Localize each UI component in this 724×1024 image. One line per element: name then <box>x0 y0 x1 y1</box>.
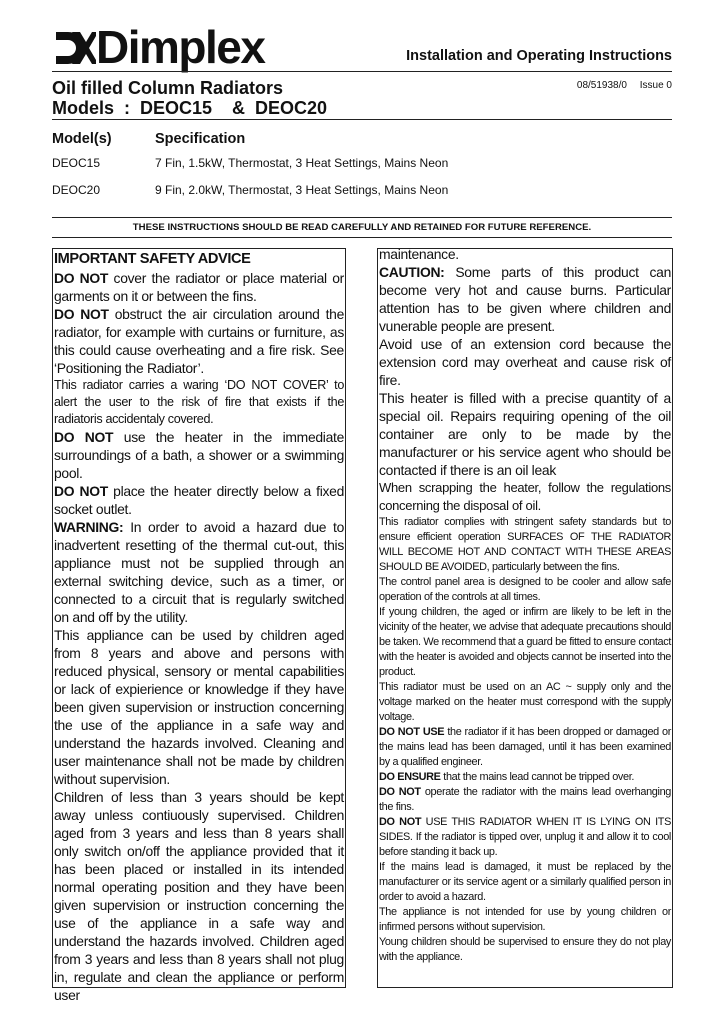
advice-paragraph: This radiator carries a waring ‘DO NOT COVER’ to alert the user to the risk of fire that exists if the radiatoris accidentaly covered. <box>54 378 344 426</box>
advice-paragraph: If the mains lead is damaged, it must be replaced by the manufacturer or its service agent or a similarly qualified person in order to avoid a hazard. <box>379 861 671 903</box>
advice-paragraph: Avoid use of an extension cord because the extension cord may overheat and cause risk of fire. <box>379 336 671 388</box>
advice-paragraph <box>379 815 671 860</box>
spec-header-specification: Specification <box>155 131 246 147</box>
dimplex-logo-mark-icon <box>52 28 96 68</box>
brand-name: Dimplex <box>96 21 265 73</box>
product-title: Oil filled Column Radiators <box>52 78 284 98</box>
advice-paragraph <box>379 725 671 770</box>
advice-paragraph: This appliance can be used by children aged from 8 years and above and persons with reduced physical, sensory or mental capabilities or lack of expierience or knowledge if they have been given supervision or instruction concerning the use of the appliance in a safe way and understand the hazards involved. Cleaning and user maintenance shall not be made by children without supervision. <box>54 627 344 787</box>
advice-text: use the heater in the immediate surroundings of a bath, a shower or a swimming pool. <box>54 429 344 481</box>
dimplex-logo <box>52 21 282 73</box>
advice-text: operate the radiator with the mains lead overhanging the fins. <box>379 786 671 813</box>
advice-paragraph: This radiator must be used on an AC ~ supply only and the voltage marked on the heater must correspond with the supply voltage. <box>379 681 671 723</box>
notice-rule-top <box>52 217 672 218</box>
safety-advice-left-column <box>52 248 346 1003</box>
advice-lead: DO NOT <box>54 270 109 286</box>
advice-paragraph: The control panel area is designed to be cooler and allow safe operation of the controls at all times. <box>379 576 671 603</box>
advice-paragraph <box>379 785 671 815</box>
header-rule <box>52 71 672 72</box>
spec-header-model: Model(s) <box>52 131 112 147</box>
advice-text: cover the radiator or place material or garments on it or between the fins. <box>54 270 344 304</box>
advice-paragraph <box>54 269 344 305</box>
advice-lead: DO NOT <box>54 306 109 322</box>
issue-number: Issue 0 <box>639 80 672 91</box>
document-type-title: Installation and Operating Instructions <box>406 48 672 64</box>
advice-paragraph: Children of less than 3 years should be kept away unless contiuously supervised. Children aged from 3 years and less than 8 years shall only switch on/off the appliance provided that it has been placed or installed in its intended normal operating position and they have been given supervision or instruction concerning the use of the appliance in a safe way and understand the hazards involved. Children aged from 3 years and less than 8 years shall not plug in, regulate and clean the appliance or perform user <box>54 789 344 1003</box>
spec-row-spec: 9 Fin, 2.0kW, Thermostat, 3 Heat Settings, Mains Neon <box>155 183 449 197</box>
advice-paragraph <box>54 428 344 482</box>
advice-lead: DO NOT <box>54 429 114 445</box>
advice-paragraph: Young children should be supervised to ensure they do not play with the appliance. <box>379 936 671 963</box>
advice-paragraph: This heater is filled with a precise quantity of a special oil. Repairs requiring opening of the oil container are only to be made by the manufacturer or his service agent who should be contacted if there is an oil leak <box>379 390 671 478</box>
advice-text: place the heater directly below a fixed socket outlet. <box>54 483 344 517</box>
warning-paragraph <box>54 518 344 626</box>
spec-row-spec: 7 Fin, 1.5kW, Thermostat, 3 Heat Settings, Mains Neon <box>155 156 449 170</box>
caution-lead: CAUTION: <box>379 264 445 280</box>
advice-paragraph: This radiator complies with stringent safety standards but to ensure efficient operation SURFACES OF THE RADIATOR WILL BECOME HOT AND CONTACT WITH THESE AREAS SHOULD BE AVOIDED, particularly between the fins. <box>379 516 671 573</box>
advice-text: the radiator if it has been dropped or damaged or the mains lead has been damaged, until it has been examined by a qualified engineer. <box>379 726 671 768</box>
doc-number: 08/51938/0 <box>576 80 627 91</box>
advice-text: Some parts of this product can become very hot and cause burns. Particular attention has to be given where children and vunerable people are present. <box>379 264 671 334</box>
advice-lead: DO NOT <box>54 483 108 499</box>
advice-text: In order to avoid a hazard due to inadvertent resetting of the thermal cut-out, this appliance must not be supplied through an external switching device, such as a timer, or connected to a circuit that is regularly switched on and off by the utility. <box>54 519 344 625</box>
warning-lead: WARNING: <box>54 519 124 535</box>
advice-paragraph: When scrapping the heater, follow the regulations concerning the disposal of oil. <box>379 480 671 513</box>
advice-lead: DO NOT <box>379 786 421 798</box>
document-number <box>577 80 672 91</box>
title-rule <box>52 119 672 120</box>
advice-paragraph <box>379 770 671 785</box>
advice-paragraph: If young children, the aged or infirm are likely to be left in the vicinity of the heater, we advise that adequate precautions should be taken. We recommend that a guard be fitted to ensure contact with the heater is avoided and objects cannot be inserted into the product. <box>379 606 671 678</box>
spec-row-model: DEOC15 <box>52 156 101 170</box>
spec-row-model: DEOC20 <box>52 183 101 197</box>
advice-paragraph: The appliance is not intended for use by young children or infirmed persons without supervision. <box>379 906 671 933</box>
advice-paragraph: maintenance. <box>379 246 459 262</box>
advice-paragraph <box>54 305 344 377</box>
models-line: Models : DEOC15 & DEOC20 <box>52 98 328 118</box>
advice-lead: DO NOT <box>379 816 422 828</box>
advice-lead: DO ENSURE <box>379 771 441 783</box>
safety-advice-right-column <box>377 248 673 988</box>
safety-heading: IMPORTANT SAFETY ADVICE <box>54 251 251 267</box>
notice-rule-bottom <box>52 237 672 238</box>
read-instructions-notice: THESE INSTRUCTIONS SHOULD BE READ CAREFULLY AND RETAINED FOR FUTURE REFERENCE. <box>132 222 592 233</box>
advice-lead: DO NOT USE <box>379 726 445 738</box>
caution-paragraph <box>379 263 671 335</box>
advice-paragraph <box>54 482 344 518</box>
advice-text: obstruct the air circulation around the radiator, for example with curtains or furniture, as this could cause overheating and a fire risk. See ‘Positioning the Radiator’. <box>54 306 344 376</box>
advice-text: USE THIS RADIATOR WHEN IT IS LYING ON ITS SIDES. If the radiator is tipped over, unplug it and allow it to cool before standing it back up. <box>379 816 671 858</box>
advice-text: that the mains lead cannot be tripped over. <box>440 771 635 783</box>
